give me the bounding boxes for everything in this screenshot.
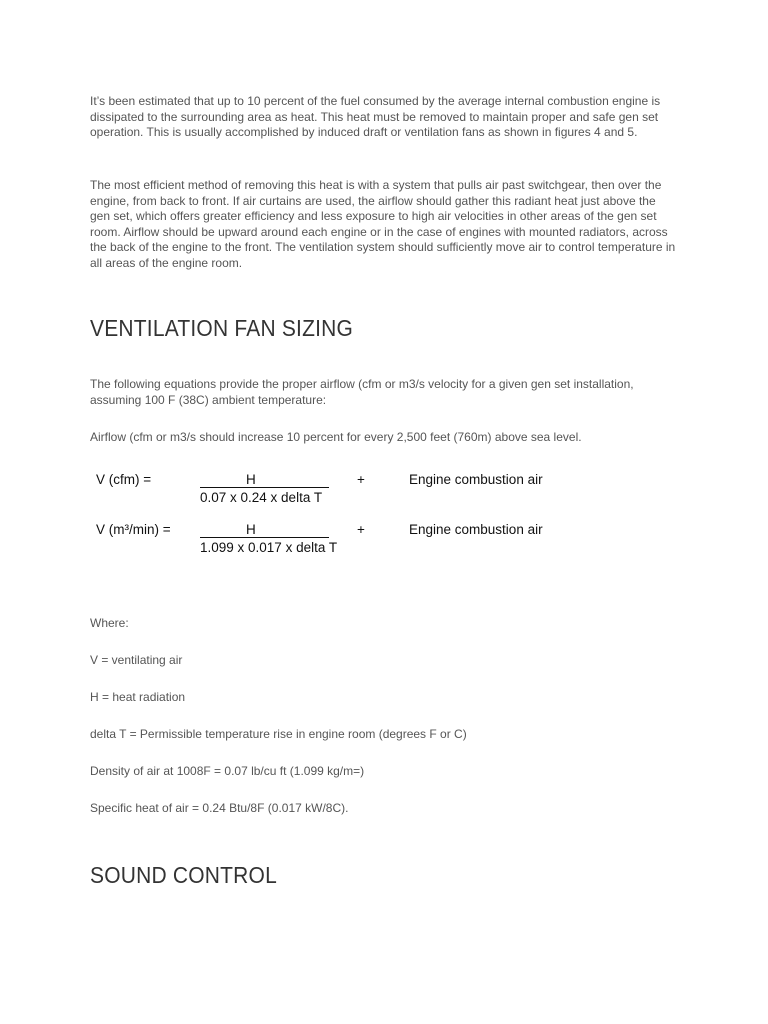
ventilation-paragraph-1: The following equations provide the proper airflow (cfm or m3/s velocity for a given gen set installation, assuming 100 F (38C) ambient temperature:	[90, 377, 634, 407]
equation-plus: +	[357, 522, 365, 537]
equation-lhs: V (cfm) =	[96, 472, 152, 487]
equation-rhs: Engine combustion air	[409, 472, 543, 487]
fraction-bar	[200, 537, 329, 538]
equation-denominator: 0.07 x 0.24 x delta T	[200, 490, 323, 505]
sound-control-heading: SOUND CONTROL	[90, 863, 277, 889]
equation-plus: +	[357, 472, 365, 487]
equation-numerator: H	[246, 522, 256, 537]
where-label: Where:	[90, 616, 129, 630]
intro-paragraph-2: The most efficient method of removing this heat is with a system that pulls air past switchgear, then over the engine, from back to front. If air curtains are used, the airflow should gather this radiant heat just above the gen set, which offers greater efficiency and less exposure to high air velocities in other areas of the gen set room. Airflow should be upward around each engine or in the case of engines with mounted radiators, across the back of the engine to the front. The ventilation system should sufficiently move air to control temperature in all areas of the engine room.	[90, 178, 676, 270]
ventilation-heading: VENTILATION FAN SIZING	[90, 316, 354, 342]
definition-specific-heat: Specific heat of air = 0.24 Btu/8F (0.017 kW/8C).	[90, 801, 349, 815]
definition-density: Density of air at 1008F = 0.07 lb/cu ft (1.099 kg/m=)	[90, 764, 365, 778]
intro-paragraph-1: It’s been estimated that up to 10 percent of the fuel consumed by the average internal combustion engine is dissipated to the surrounding area as heat. This heat must be removed to maintain proper and safe gen set operation. This is usually accomplished by induced draft or ventilation fans as shown in figures 4 and 5.	[90, 94, 661, 140]
definition-v: V = ventilating air	[90, 653, 183, 667]
definition-delta-t: delta T = Permissible temperature rise in engine room (degrees F or C)	[90, 727, 467, 741]
equation-denominator: 1.099 x 0.017 x delta T	[200, 540, 338, 555]
ventilation-paragraph-2: Airflow (cfm or m3/s should increase 10 percent for every 2,500 feet (760m) above sea level.	[90, 430, 582, 444]
definition-h: H = heat radiation	[90, 690, 186, 704]
equation-lhs: V (m³/min) =	[96, 522, 171, 537]
fraction-bar	[200, 487, 329, 488]
equation-rhs: Engine combustion air	[409, 522, 543, 537]
equation-numerator: H	[246, 472, 256, 487]
